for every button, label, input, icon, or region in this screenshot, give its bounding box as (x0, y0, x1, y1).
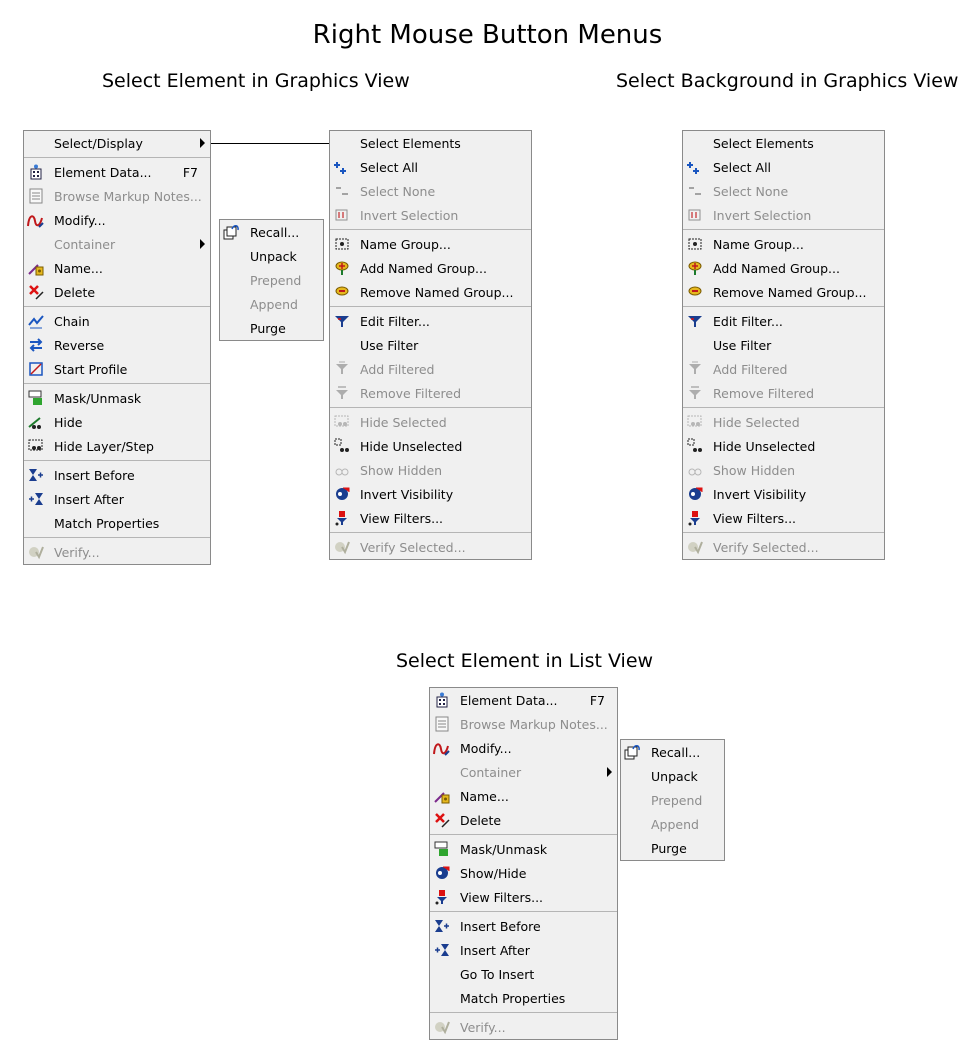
submenu-arrow-icon (607, 767, 612, 777)
menu-item-shortcut: F7 (589, 692, 605, 708)
menu-item-modify[interactable] (24, 208, 210, 232)
menu-separator (683, 306, 884, 307)
name-tag-icon (27, 260, 44, 276)
hide-selected-icon (333, 414, 350, 430)
start-profile-icon (27, 361, 44, 377)
menu-item-label: Insert Before (460, 918, 541, 934)
menu-item-invert-visibility[interactable] (683, 482, 884, 506)
delete-icon (27, 284, 44, 300)
menu-item-delete[interactable] (24, 280, 210, 304)
menu-separator (24, 383, 210, 384)
menu-item-use-filter[interactable] (683, 333, 884, 357)
hide-unselected-icon (686, 438, 703, 454)
menu-item-verify-selected[interactable] (330, 535, 531, 559)
container-submenu-graphics (219, 219, 324, 341)
mask-icon (27, 390, 44, 406)
menu-item-label: Use Filter (713, 337, 772, 353)
menu-item-label: View Filters... (360, 510, 444, 526)
name-group-icon (686, 236, 703, 252)
select-none-icon (686, 183, 703, 199)
menu-item-label: Remove Named Group... (713, 284, 867, 300)
menu-item-label: Match Properties (54, 515, 160, 531)
menu-item-purge[interactable] (220, 316, 323, 340)
menu-item-verify-selected[interactable] (683, 535, 884, 559)
show-hidden-icon (333, 462, 350, 478)
menu-item-label: Show/Hide (460, 865, 527, 881)
context-menu-graphics-background (682, 130, 885, 560)
reverse-icon (27, 337, 44, 353)
menu-separator (683, 532, 884, 533)
menu-item-add-named-group[interactable] (683, 256, 884, 280)
menu-item-remove-filtered[interactable] (683, 381, 884, 405)
menu-item-reverse[interactable] (24, 333, 210, 357)
caption-graphics-background: Select Background in Graphics View (616, 70, 959, 92)
remove-group-icon (686, 284, 703, 300)
menu-item-match-properties[interactable] (430, 986, 617, 1010)
menu-item-start-profile[interactable] (24, 357, 210, 381)
select-display-submenu (329, 130, 532, 560)
menu-item-add-filtered[interactable] (330, 357, 531, 381)
name-group-icon (333, 236, 350, 252)
menu-item-element-data[interactable] (24, 160, 210, 184)
delete-icon (433, 812, 450, 828)
menu-item-label: Container (460, 764, 522, 780)
menu-item-label: Verify Selected... (360, 539, 466, 555)
menu-item-label: View Filters... (713, 510, 797, 526)
menu-item-invert-selection[interactable] (330, 203, 531, 227)
element-data-icon (433, 692, 450, 708)
recall-icon (223, 224, 240, 240)
select-none-icon (333, 183, 350, 199)
menu-item-label: Browse Markup Notes... (54, 188, 202, 204)
menu-item-view-filters[interactable] (683, 506, 884, 530)
menu-item-label: Delete (54, 284, 96, 300)
menu-item-add-filtered[interactable] (683, 357, 884, 381)
menu-item-label: Remove Filtered (360, 385, 462, 401)
verify-icon (433, 1019, 450, 1035)
menu-item-label: Mask/Unmask (460, 841, 548, 857)
menu-item-shortcut: F7 (182, 164, 198, 180)
menu-item-label: Invert Selection (713, 207, 812, 223)
menu-item-mask-unmask[interactable] (430, 837, 617, 861)
hide-layer-icon (27, 438, 44, 454)
menu-item-label: Chain (54, 313, 90, 329)
menu-item-label: Delete (460, 812, 502, 828)
menu-item-label: Append (250, 296, 298, 312)
add-filtered-icon (686, 361, 703, 377)
menu-item-use-filter[interactable] (330, 333, 531, 357)
menu-item-label: Recall... (250, 224, 300, 240)
menu-item-label: Container (54, 236, 116, 252)
menu-item-verify[interactable] (430, 1015, 617, 1039)
hide-unselected-icon (333, 438, 350, 454)
menu-item-remove-named-group[interactable] (683, 280, 884, 304)
menu-item-label: View Filters... (460, 889, 544, 905)
menu-separator (430, 911, 617, 912)
menu-item-invert-selection[interactable] (683, 203, 884, 227)
menu-separator (330, 532, 531, 533)
menu-separator (683, 407, 884, 408)
modify-icon (433, 740, 450, 756)
filter-icon (686, 313, 703, 329)
menu-item-hide-unselected[interactable] (683, 434, 884, 458)
remove-filtered-icon (686, 385, 703, 401)
hide-icon (27, 414, 44, 430)
menu-item-label: Remove Filtered (713, 385, 815, 401)
insert-before-icon (433, 918, 450, 934)
menu-item-label: Start Profile (54, 361, 128, 377)
menu-item-show-hide[interactable] (430, 861, 617, 885)
menu-item-show-hidden[interactable] (683, 458, 884, 482)
menu-item-label: Hide Unselected (360, 438, 463, 454)
menu-separator (24, 460, 210, 461)
menu-item-insert-after[interactable] (24, 487, 210, 511)
verify-icon (27, 544, 44, 560)
menu-item-remove-named-group[interactable] (330, 280, 531, 304)
notes-icon (433, 716, 450, 732)
menu-item-chain[interactable] (24, 309, 210, 333)
modify-icon (27, 212, 44, 228)
menu-item-container[interactable] (430, 760, 617, 784)
insert-after-icon (433, 942, 450, 958)
context-menu-list-element (429, 687, 618, 1040)
mask-icon (433, 841, 450, 857)
invert-selection-icon (333, 207, 350, 223)
menu-item-invert-visibility[interactable] (330, 482, 531, 506)
verify-icon (333, 539, 350, 555)
menu-item-label: Element Data... (460, 692, 558, 708)
menu-item-select-none[interactable] (330, 179, 531, 203)
menu-item-name[interactable] (430, 784, 617, 808)
menu-item-label: Insert Before (54, 467, 135, 483)
hide-selected-icon (686, 414, 703, 430)
menu-item-label: Modify... (54, 212, 106, 228)
menu-separator (430, 1012, 617, 1013)
menu-item-label: Show Hidden (713, 462, 796, 478)
menu-item-label: Browse Markup Notes... (460, 716, 608, 732)
remove-group-icon (333, 284, 350, 300)
menu-separator (24, 157, 210, 158)
menu-item-insert-after[interactable] (430, 938, 617, 962)
menu-separator (24, 537, 210, 538)
menu-item-element-data[interactable] (430, 688, 617, 712)
invert-visibility-icon (686, 486, 703, 502)
menu-item-go-to-insert[interactable] (430, 962, 617, 986)
submenu-arrow-icon (200, 239, 205, 249)
menu-item-label: Insert After (54, 491, 124, 507)
menu-item-view-filters[interactable] (430, 885, 617, 909)
caption-list-element: Select Element in List View (396, 650, 654, 672)
remove-filtered-icon (333, 385, 350, 401)
menu-item-prepend[interactable] (621, 788, 724, 812)
menu-separator (330, 306, 531, 307)
menu-item-name-group[interactable] (683, 232, 884, 256)
page-title: Right Mouse Button Menus (312, 20, 663, 50)
menu-item-name[interactable] (24, 256, 210, 280)
name-tag-icon (433, 788, 450, 804)
menu-item-label: Invert Visibility (360, 486, 454, 502)
show-hidden-icon (686, 462, 703, 478)
menu-item-append[interactable] (621, 812, 724, 836)
menu-item-verify[interactable] (24, 540, 210, 564)
menu-item-unpack[interactable] (220, 244, 323, 268)
container-submenu-list (620, 739, 725, 861)
menu-separator (24, 306, 210, 307)
menu-item-label: Select Elements (713, 135, 814, 151)
menu-item-label: Invert Visibility (713, 486, 807, 502)
menu-item-edit-filter[interactable] (330, 309, 531, 333)
menu-item-label: Reverse (54, 337, 105, 353)
menu-item-label: Verify... (460, 1019, 506, 1035)
view-filters-icon (433, 889, 450, 905)
add-filtered-icon (333, 361, 350, 377)
menu-item-label: Use Filter (360, 337, 419, 353)
menu-item-label: Select Elements (360, 135, 461, 151)
recall-icon (624, 744, 641, 760)
menu-item-label: Purge (651, 840, 687, 856)
menu-item-browse-markup-notes[interactable] (24, 184, 210, 208)
menu-item-label: Name Group... (360, 236, 451, 252)
menu-item-insert-before[interactable] (430, 914, 617, 938)
menu-item-label: Verify... (54, 544, 100, 560)
insert-after-icon (27, 491, 44, 507)
menu-separator (330, 407, 531, 408)
menu-item-container[interactable] (24, 232, 210, 256)
menu-item-label: Recall... (651, 744, 701, 760)
menu-item-label: Hide Layer/Step (54, 438, 154, 454)
menu-item-label: Name Group... (713, 236, 804, 252)
menu-item-label: Remove Named Group... (360, 284, 514, 300)
menu-separator (330, 229, 531, 230)
menu-item-remove-filtered[interactable] (330, 381, 531, 405)
menu-item-recall[interactable] (220, 220, 323, 244)
menu-item-hide-layer-step[interactable] (24, 434, 210, 458)
verify-icon (686, 539, 703, 555)
menu-item-label: Select/Display (54, 135, 143, 151)
menu-item-label: Prepend (250, 272, 302, 288)
menu-item-insert-before[interactable] (24, 463, 210, 487)
menu-item-select-all[interactable] (683, 155, 884, 179)
menu-item-browse-markup-notes[interactable] (430, 712, 617, 736)
menu-item-append[interactable] (220, 292, 323, 316)
menu-item-view-filters[interactable] (330, 506, 531, 530)
menu-item-select-display[interactable] (24, 131, 210, 155)
menu-item-label: Go To Insert (460, 966, 535, 982)
add-group-icon (686, 260, 703, 276)
menu-item-select-all[interactable] (330, 155, 531, 179)
menu-separator (683, 229, 884, 230)
select-all-icon (686, 159, 703, 175)
menu-item-match-properties[interactable] (24, 511, 210, 535)
menu-item-hide[interactable] (24, 410, 210, 434)
menu-item-label: Hide Selected (713, 414, 800, 430)
context-menu-graphics-element (23, 130, 211, 565)
menu-item-hide-selected[interactable] (330, 410, 531, 434)
menu-item-select-none[interactable] (683, 179, 884, 203)
menu-item-hide-selected[interactable] (683, 410, 884, 434)
menu-item-add-named-group[interactable] (330, 256, 531, 280)
menu-item-unpack[interactable] (621, 764, 724, 788)
chain-icon (27, 313, 44, 329)
element-data-icon (27, 164, 44, 180)
menu-item-label: Select None (360, 183, 436, 199)
menu-item-label: Unpack (250, 248, 297, 264)
view-filters-icon (686, 510, 703, 526)
insert-before-icon (27, 467, 44, 483)
menu-item-label: Modify... (460, 740, 512, 756)
menu-item-purge[interactable] (621, 836, 724, 860)
caption-graphics-element: Select Element in Graphics View (102, 70, 410, 92)
menu-item-name-group[interactable] (330, 232, 531, 256)
menu-item-recall[interactable] (621, 740, 724, 764)
menu-item-label: Hide (54, 414, 83, 430)
menu-item-label: Select All (360, 159, 419, 175)
menu-item-label: Add Named Group... (713, 260, 840, 276)
menu-separator (430, 834, 617, 835)
menu-item-label: Unpack (651, 768, 698, 784)
menu-item-label: Prepend (651, 792, 703, 808)
menu-item-label: Purge (250, 320, 286, 336)
menu-item-delete[interactable] (430, 808, 617, 832)
invert-visibility-icon (433, 865, 450, 881)
menu-item-edit-filter[interactable] (683, 309, 884, 333)
menu-item-label: Mask/Unmask (54, 390, 142, 406)
menu-item-select-elements[interactable] (683, 131, 884, 155)
menu-item-label: Select All (713, 159, 772, 175)
menu-item-label: Edit Filter... (360, 313, 430, 329)
menu-item-modify[interactable] (430, 736, 617, 760)
menu-item-label: Name... (54, 260, 103, 276)
menu-item-label: Add Filtered (360, 361, 435, 377)
submenu-arrow-icon (200, 138, 205, 148)
invert-selection-icon (686, 207, 703, 223)
view-filters-icon (333, 510, 350, 526)
menu-item-show-hidden[interactable] (330, 458, 531, 482)
add-group-icon (333, 260, 350, 276)
menu-item-label: Edit Filter... (713, 313, 783, 329)
menu-item-prepend[interactable] (220, 268, 323, 292)
menu-item-label: Invert Selection (360, 207, 459, 223)
menu-item-label: Hide Unselected (713, 438, 816, 454)
select-all-icon (333, 159, 350, 175)
filter-icon (333, 313, 350, 329)
menu-item-label: Show Hidden (360, 462, 443, 478)
menu-item-label: Insert After (460, 942, 530, 958)
menu-item-label: Add Filtered (713, 361, 788, 377)
notes-icon (27, 188, 44, 204)
menu-item-label: Select None (713, 183, 789, 199)
invert-visibility-icon (333, 486, 350, 502)
menu-item-label: Match Properties (460, 990, 566, 1006)
submenu-connector-line (211, 143, 330, 144)
menu-item-mask-unmask[interactable] (24, 386, 210, 410)
menu-item-label: Append (651, 816, 699, 832)
menu-item-label: Add Named Group... (360, 260, 487, 276)
menu-item-hide-unselected[interactable] (330, 434, 531, 458)
menu-item-label: Verify Selected... (713, 539, 819, 555)
menu-item-label: Hide Selected (360, 414, 447, 430)
menu-item-label: Name... (460, 788, 509, 804)
menu-item-label: Element Data... (54, 164, 152, 180)
menu-item-select-elements[interactable] (330, 131, 531, 155)
